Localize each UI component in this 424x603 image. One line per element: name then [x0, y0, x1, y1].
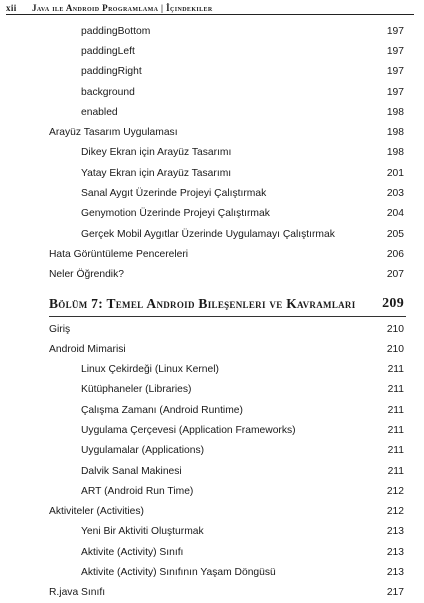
- toc-entry-label: Aktivite (Activity) Sınıfının Yaşam Döngüsü: [81, 567, 276, 579]
- toc-entry-label: Dalvik Sanal Makinesi: [81, 465, 182, 477]
- toc-entry: [0, 461, 424, 481]
- chapter-heading: [0, 292, 424, 316]
- toc-entry: [0, 562, 424, 582]
- toc-entry-label: enabled: [81, 106, 118, 118]
- toc-entry: [0, 102, 424, 122]
- toc-entry-label: Dikey Ekran için Arayüz Tasarımı: [81, 147, 232, 159]
- toc-entry: [0, 502, 424, 522]
- toc-entry: [0, 143, 424, 163]
- toc-entry: [0, 21, 424, 41]
- toc-entry-label: ART (Android Run Time): [81, 485, 194, 497]
- toc-entry-page: 206: [386, 248, 404, 260]
- toc-entry-label: Sanal Aygıt Üzerinde Projeyi Çalıştırmak: [81, 188, 267, 200]
- toc-entry-page: 211: [387, 364, 404, 376]
- toc-entry-label: Giriş: [49, 323, 71, 335]
- header-page-number: xii: [6, 3, 17, 13]
- toc-entry-label: Uygulamalar (Applications): [81, 445, 205, 457]
- toc-entry: [0, 183, 424, 203]
- toc-entry: [0, 339, 424, 359]
- toc-entry: [0, 522, 424, 542]
- toc-entry-page: 213: [386, 567, 404, 579]
- toc-entry: [0, 204, 424, 224]
- toc-entry-page: 197: [386, 66, 404, 78]
- toc-entry-page: 197: [386, 45, 404, 57]
- toc-entry-page: 212: [386, 506, 404, 518]
- toc-entry-label: Çalışma Zamanı (Android Runtime): [81, 404, 243, 416]
- toc-entry-page: 207: [386, 269, 404, 281]
- header-rule: [6, 14, 414, 15]
- toc-entry: [0, 542, 424, 562]
- toc-entry-label: Gerçek Mobil Aygıtlar Üzerinde Uygulamayı Çalıştırmak: [81, 228, 335, 240]
- toc-entry-label: Aktiviteler (Activities): [49, 506, 144, 518]
- chapter-page: 209: [382, 295, 404, 311]
- toc-entry: [0, 82, 424, 102]
- toc-entry-page: 211: [387, 465, 404, 477]
- toc-entry-page: 213: [386, 526, 404, 538]
- toc-entry-page: 205: [386, 228, 404, 240]
- toc-entry-label: Neler Öğrendik?: [49, 269, 124, 281]
- toc-entry-page: 198: [386, 147, 404, 159]
- toc-entry: [0, 380, 424, 400]
- running-header: [6, 2, 414, 14]
- toc-entry-label: Genymotion Üzerinde Projeyi Çalıştırmak: [81, 208, 270, 220]
- toc-entry: [0, 420, 424, 440]
- toc-entry-page: 210: [386, 343, 404, 355]
- toc-entry-page: 211: [387, 384, 404, 396]
- toc-entry: [0, 319, 424, 339]
- toc-entry-page: 213: [386, 546, 404, 558]
- toc-entry-page: 212: [386, 485, 404, 497]
- toc-entry-label: Linux Çekirdeği (Linux Kernel): [81, 364, 219, 376]
- toc-entry-label: paddingLeft: [81, 45, 135, 57]
- toc-entry-label: Kütüphaneler (Libraries): [81, 384, 192, 396]
- toc-entry-page: 210: [386, 323, 404, 335]
- toc-entry: [0, 122, 424, 142]
- header-title: Java ile Android Programlama | İçindekiler: [32, 3, 213, 13]
- toc-entries-before: [0, 21, 424, 285]
- toc-entry-label: background: [81, 86, 135, 98]
- toc-entry-page: 204: [386, 208, 404, 220]
- toc-entry: [0, 359, 424, 379]
- toc-entry-page: 198: [386, 127, 404, 139]
- toc-entry-label: Android Mimarisi: [49, 343, 126, 355]
- table-of-contents: [0, 21, 424, 603]
- toc-entry-label: Yeni Bir Aktiviti Oluşturmak: [81, 526, 204, 538]
- toc-entry: [0, 41, 424, 61]
- toc-entry: [0, 163, 424, 183]
- toc-entries-after: [0, 319, 424, 603]
- toc-entry-label: paddingBottom: [81, 25, 151, 37]
- toc-entry-page: 197: [386, 86, 404, 98]
- toc-entry-label: Yatay Ekran için Arayüz Tasarımı: [81, 167, 232, 179]
- toc-entry: [0, 400, 424, 420]
- toc-entry-page: 211: [387, 404, 404, 416]
- toc-entry: [0, 244, 424, 264]
- chapter-title: Bölüm 7: Temel Android Bileşenleri ve Kavramları: [49, 295, 356, 311]
- toc-entry-page: 197: [386, 25, 404, 37]
- toc-entry-label: R.java Sınıfı: [49, 587, 106, 599]
- toc-entry-label: Arayüz Tasarım Uygulaması: [49, 127, 178, 139]
- toc-entry: [0, 265, 424, 285]
- toc-entry: [0, 62, 424, 82]
- toc-entry-label: Aktivite (Activity) Sınıfı: [81, 546, 184, 558]
- toc-entry-page: 198: [386, 106, 404, 118]
- toc-entry: [0, 481, 424, 501]
- toc-entry: [0, 224, 424, 244]
- toc-entry-page: 201: [386, 167, 404, 179]
- toc-entry-label: Hata Görüntüleme Pencereleri: [49, 248, 189, 260]
- toc-entry: [0, 441, 424, 461]
- toc-entry-page: 203: [386, 188, 404, 200]
- toc-entry-label: Uygulama Çerçevesi (Application Frameworks): [81, 424, 296, 436]
- toc-entry-page: 211: [387, 424, 404, 436]
- toc-entry-page: 211: [387, 445, 404, 457]
- toc-entry-page: 217: [386, 587, 404, 599]
- toc-entry-label: paddingRight: [81, 66, 142, 78]
